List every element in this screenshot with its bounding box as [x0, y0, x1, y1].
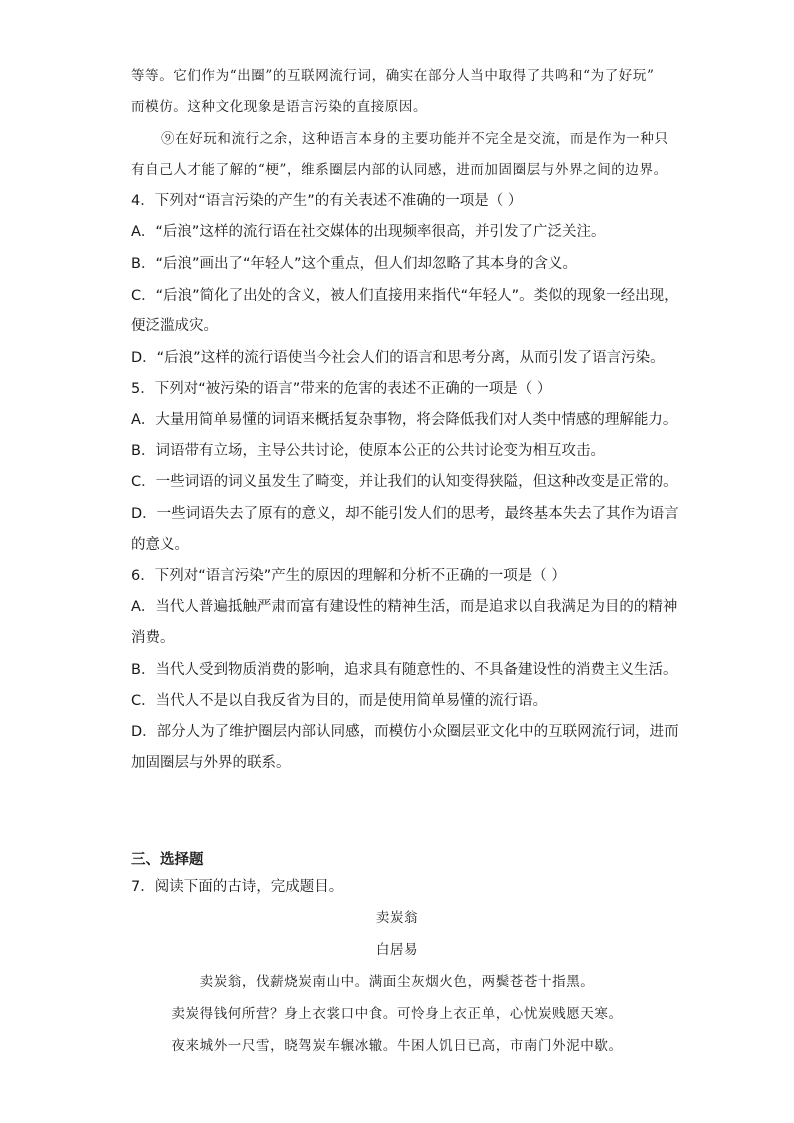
question-5-option-d-cont: 的意义。	[131, 537, 189, 553]
passage-line: 等等。它们作为“出圈”的互联网流行词，确实在部分人当中取得了共鸣和“为了好玩”	[131, 68, 655, 84]
question-4-stem: 4．下列对“语言污染的产生”的有关表述不准确的一项是（ ）	[131, 193, 523, 209]
section-heading: 三、选择题	[131, 852, 204, 868]
question-5-option-d: D．一些词语失去了原有的意义，却不能引发人们的思考，最终基本失去了其作为语言	[131, 506, 679, 522]
passage-line: ⑨在好玩和流行之余，这种语言本身的主要功能并不完全是交流，而是作为一种只	[161, 131, 669, 147]
poem-line: 夜来城外一尺雪，晓驾炭车辗冰辙。牛困人饥日已高，市南门外泥中歇。	[171, 1038, 623, 1054]
question-6-option-d: D．部分人为了维护圈层内部认同感，而模仿小众圈层亚文化中的互联网流行词，进而	[131, 724, 679, 740]
question-6-option-a: A．当代人普遍抵触严肃而富有建设性的精神生活，而是追求以自我满足为目的的精神	[131, 599, 678, 615]
question-5-option-a: A．大量用简单易懂的词语来概括复杂事物，将会降低我们对人类中情感的理解能力。	[131, 412, 678, 428]
poem-line: 卖炭翁，伐薪烧炭南山中。满面尘灰烟火色，两鬓苍苍十指黑。	[199, 974, 595, 990]
question-4-option-c-cont: 便泛滥成灾。	[131, 318, 218, 334]
question-4-option-c: C．“后浪”简化了出处的含义，被人们直接用来指代“年轻人”。类似的现象一经出现，	[131, 288, 679, 304]
question-6-option-c: C．当代人不是以自我反省为目的，而是使用简单易懂的流行语。	[131, 693, 548, 709]
passage-line: 而模仿。这种文化现象是语言污染的直接原因。	[131, 99, 428, 115]
question-6-option-a-cont: 消费。	[131, 630, 175, 646]
passage-line: 有自己人才能了解的“梗”，维系圈层内部的认同感，进而加固圈层与外界之间的边界。	[131, 162, 668, 178]
question-6-option-d-cont: 加固圈层与外界的联系。	[131, 755, 291, 771]
question-6-stem: 6．下列对“语言污染”产生的原因的理解和分析不正确的一项是（ ）	[131, 568, 566, 584]
question-5-stem: 5．下列对“被污染的语言”带来的危害的表述不正确的一项是（ ）	[131, 381, 552, 397]
poem-author: 白居易	[375, 942, 419, 958]
question-4-option-d: D．“后浪”这样的流行语使当今社会人们的语言和思考分离，从而引发了语言污染。	[131, 350, 665, 366]
question-4-option-a: A．“后浪”这样的流行语在社交媒体的出现频率很高，并引发了广泛关注。	[131, 224, 606, 240]
question-5-option-c: C．一些词语的词义虽发生了畸变，并让我们的认知变得狭隘，但这种改变是正常的。	[131, 474, 678, 490]
poem-line: 卖炭得钱何所营？身上衣裳口中食。可怜身上衣正单，心忧炭贱愿天寒。	[171, 1006, 623, 1022]
poem-title: 卖炭翁	[375, 910, 419, 926]
question-6-option-b: B．当代人受到物质消费的影响，追求具有随意性的、不具备建设性的消费主义生活。	[131, 662, 678, 678]
question-7-stem: 7．阅读下面的古诗，完成题目。	[131, 879, 344, 895]
question-4-option-b: B．“后浪”画出了“年轻人”这个重点，但人们却忽略了其本身的含义。	[131, 256, 577, 272]
question-5-option-b: B．词语带有立场，主导公共讨论，使原本公正的公共讨论变为相互攻击。	[131, 443, 605, 459]
